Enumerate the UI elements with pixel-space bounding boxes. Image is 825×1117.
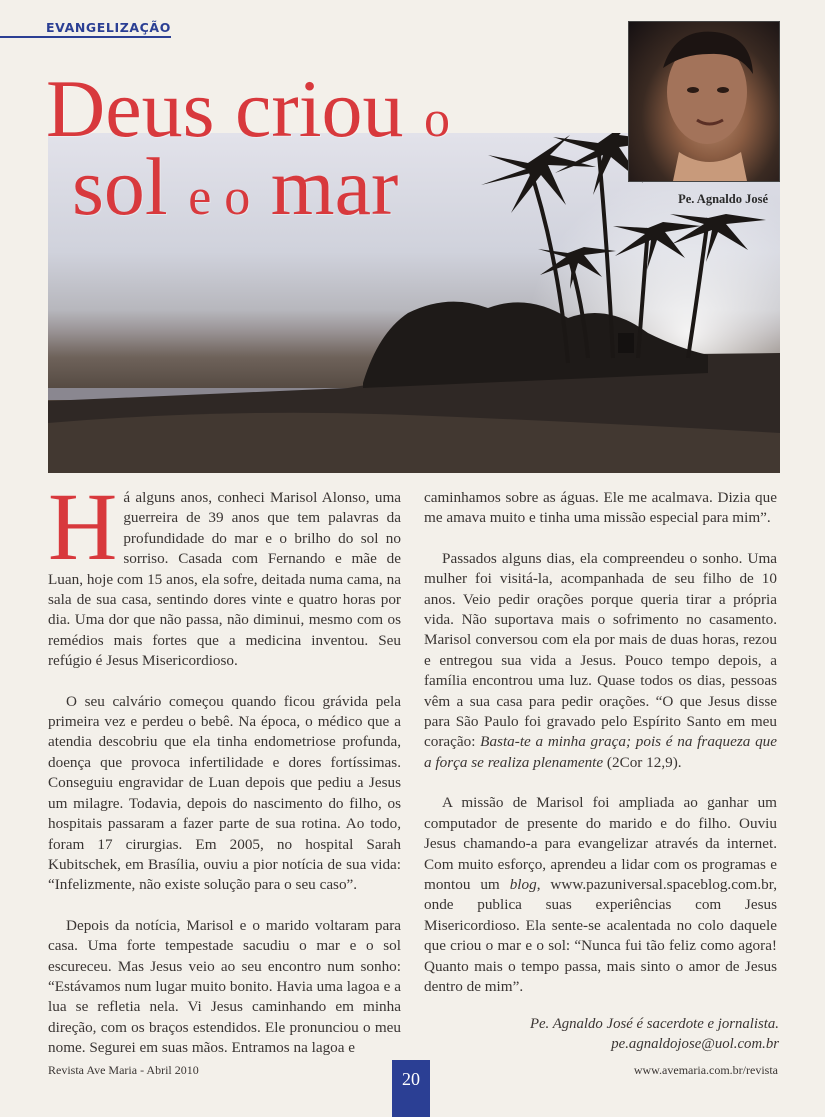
section-rule bbox=[0, 36, 171, 38]
footer-website: www.avemaria.com.br/revista bbox=[633, 1063, 778, 1077]
article-column-left bbox=[48, 473, 401, 1079]
title-small-o: o bbox=[424, 91, 451, 148]
title-sol: sol bbox=[72, 141, 168, 232]
paragraph-1: Há alguns anos, conheci Marisol Alonso, uma guerreira de 39 anos que tem palavras da profundidade do mar e o brilho do sol no sorriso. Casada com Fernando e mãe de Luan, hoje com 15 anos, ela sofre, deitada numa cama, na sala de sua casa, sentindo dores vinte e quatro horas por dia. Uma dor que não passa, não diminui, mesmo com os remédios mais fortes que a medicina inventou. Seu refúgio é Jesus Misericordioso. bbox=[48, 473, 401, 670]
title-mar: mar bbox=[270, 141, 399, 232]
drop-cap: H bbox=[48, 473, 118, 580]
author-portrait bbox=[628, 21, 780, 182]
author-caption: Pe. Agnaldo José bbox=[678, 192, 768, 206]
paragraph-2: O seu calvário começou quando ficou grávida pela primeira vez e perdeu o bebê. Na época, o médico que a atendia descobriu que ela tinha endometriose profunda, doença que provoca infertilidade e dores fortíssimas. Conseguiu engravidar de Luan depois que pediu a Jesus um milagre. Todavia, depois do nascimento do filho, os hospitais passaram a fazer parte de sua rotina. Ao todo, foram 17 cirurgias. Em 2005, no hospital Sarah Kubitschek, em Brasília, ouviu a pior notícia de sua vida: “Infelizmente, não existe solução para o seu caso”. bbox=[48, 692, 401, 894]
footer-magazine: Revista Ave Maria - Abril 2010 bbox=[48, 1063, 199, 1077]
portrait-illustration bbox=[629, 22, 779, 181]
section-label: EVANGELIZAÇÃO bbox=[46, 20, 171, 35]
signature-line1: Pe. Agnaldo José é sacerdote e jornalista. bbox=[529, 1016, 779, 1032]
article-column-right bbox=[424, 488, 777, 1017]
author-signature bbox=[424, 1014, 779, 1054]
blog-word: blog bbox=[509, 875, 537, 893]
paragraph-5: A missão de Marisol foi ampliada ao ganhar um computador de presente do marido e do filho. Ouviu Jesus chamando-a para evangelizar através da internet. Com muito esforço, aprendeu a lidar com os programas e montou um blog, www.pazuniversal.spaceblog.com.br, onde publica suas experiências com Jesus Misericordioso. Ela sente-se acalentada no colo daquele que criou o mar e o sol: “Nunca fui tão feliz como agora! Quanto mais o tempo passa, mais sinto o amor de Jesus dentro de mim”. bbox=[424, 794, 777, 995]
paragraph-4: Passados alguns dias, ela compreendeu o sonho. Uma mulher foi visitá-la, acompanhada de seu filho de 10 anos. Veio pedir orações porque queria tirar a própria vida. Não suportava mais o sofrimento no casamento. Marisol conversou com ela por mais de duas horas, rezou e entregou sua vida a Jesus. Pouco tempo depois, a família encontrou uma luz. Quase todos os dias, pessoas vêm a sua casa para pedir orações. “O que Jesus disse para São Paulo foi gravado pelo Espírito Santo em meu coração: Basta-te a minha graça; pois é na fraqueza que a força se realiza plenamente (2Cor 12,9). bbox=[424, 549, 778, 771]
paragraph-3: Depois da notícia, Marisol e o marido voltaram para casa. Uma forte tempestade sacudiu o mar e o sol escureceu. Mas Jesus veio ao seu encontro num sonho: “Estávamos num lugar muito bonito. Havia uma lagoa e a lua se refletia nela. Vi Jesus caminhando em minha direção, com os braços estendidos. Ele pronunciou o meu nome. Segurei em suas mãos. Entramos na lagoa e bbox=[48, 916, 401, 1057]
page-number: 20 bbox=[392, 1060, 430, 1117]
title-small-e-o: e o bbox=[188, 169, 251, 226]
title-line1: Deus criou bbox=[46, 63, 404, 154]
bible-quote: Basta-te a minha graça; pois é na fraqueza que a força se realiza plenamente bbox=[424, 733, 778, 771]
paragraph-3-continued: caminhamos sobre as águas. Ele me acalmava. Dizia que me amava muito e tinha uma missão especial para mim”. bbox=[424, 489, 777, 527]
signature-email: pe.agnaldojose@uol.com.br bbox=[611, 1036, 779, 1052]
